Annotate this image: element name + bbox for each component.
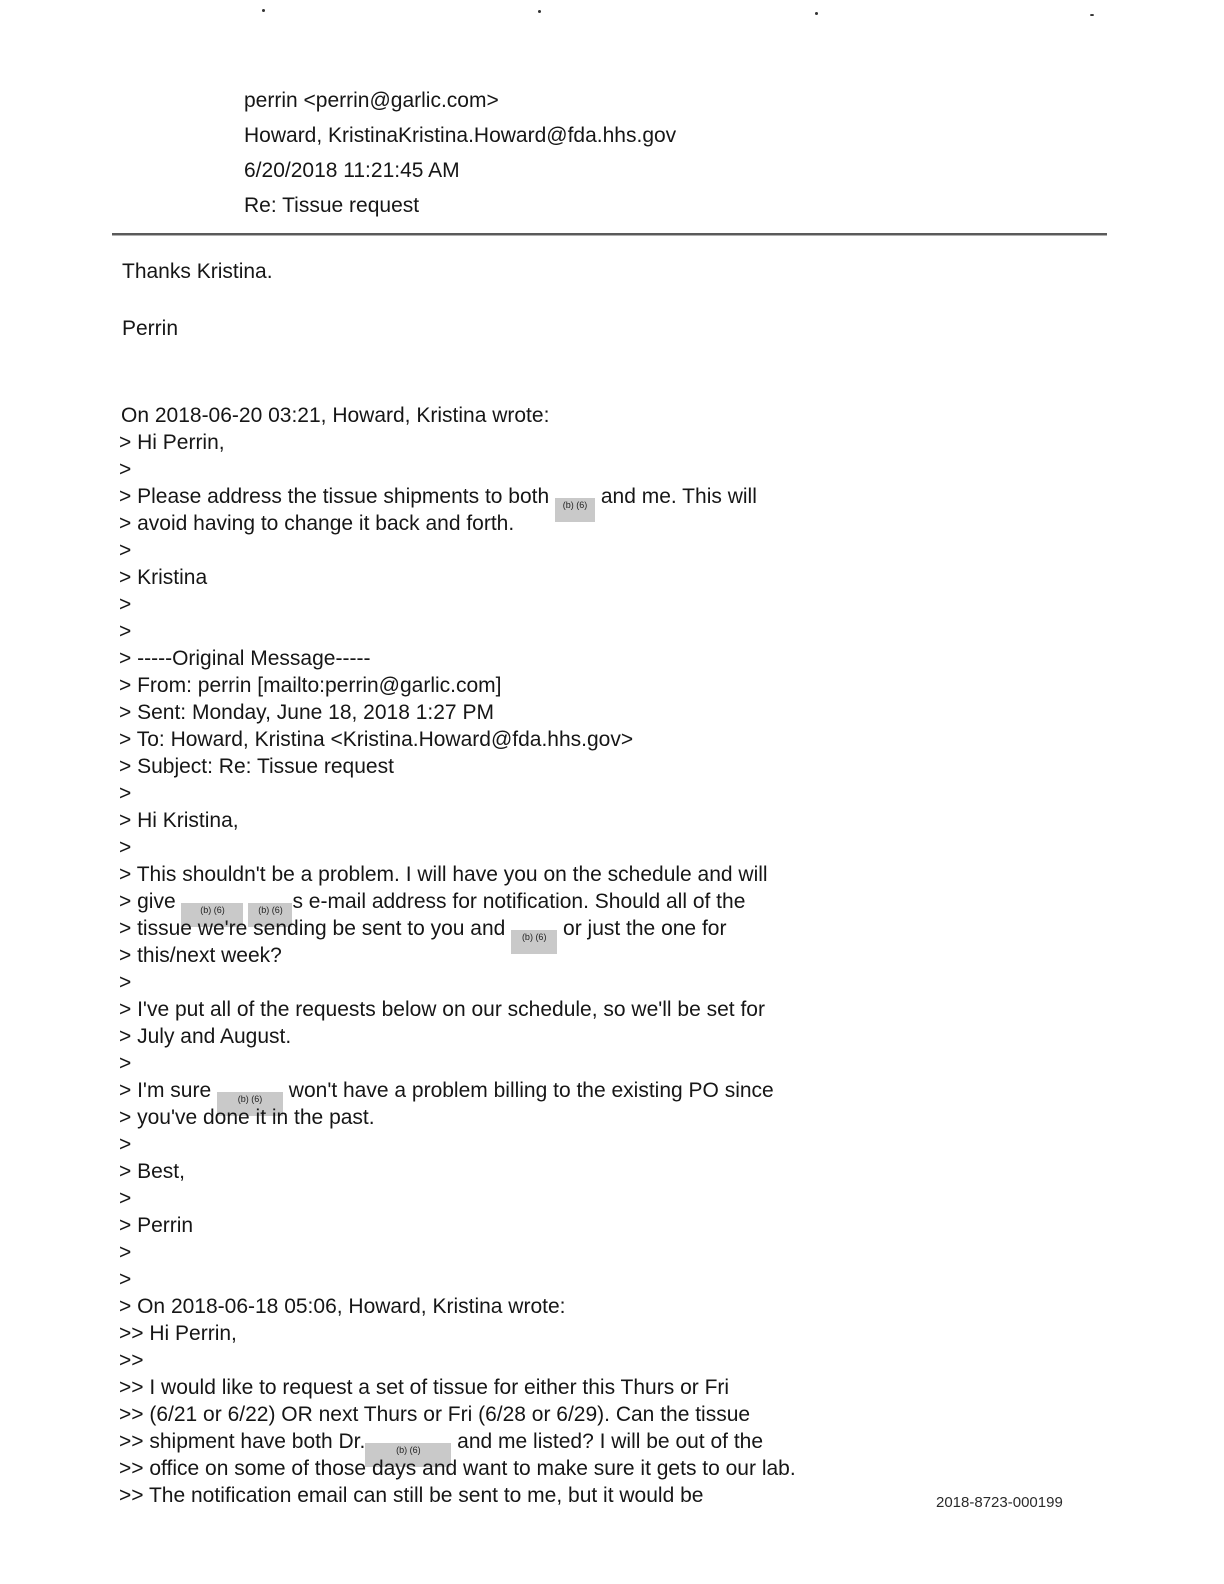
body-line: >	[119, 1187, 132, 1210]
body-line	[119, 915, 726, 942]
body-line: >	[119, 1133, 132, 1156]
body-text-segment: > give	[119, 890, 182, 913]
body-line: > Hi Perrin,	[119, 431, 225, 454]
body-line: >	[119, 593, 132, 616]
body-text-segment: s e-mail address for notification. Should all of the	[292, 890, 746, 913]
body-line: >> The notification email can still be sent to me, but it would be	[119, 1484, 704, 1507]
body-line: Thanks Kristina.	[122, 260, 273, 283]
scan-speck	[1090, 14, 1094, 16]
body-line: > Hi Kristina,	[119, 809, 239, 832]
body-line: > This shouldn't be a problem. I will have you on the schedule and will	[119, 863, 768, 886]
header-divider	[112, 233, 1107, 236]
subject-value: Re: Tissue request	[244, 194, 420, 217]
body-line	[119, 1428, 763, 1455]
body-line: > Best,	[119, 1160, 185, 1183]
body-text-segment: or just the one for	[557, 917, 727, 940]
body-line: > this/next week?	[119, 944, 282, 967]
bates-number: 2018-8723-000199	[936, 1494, 1063, 1511]
body-text-segment: won't have a problem billing to the existing PO since	[282, 1079, 774, 1102]
scan-speck	[538, 10, 541, 13]
body-line: > Perrin	[119, 1214, 194, 1237]
body-line: > To: Howard, Kristina <Kristina.Howard@fda.hhs.gov>	[119, 728, 634, 751]
body-text-segment: > Please address the tissue shipments to both	[119, 485, 556, 508]
body-text-segment: >> shipment have both Dr.	[119, 1430, 366, 1453]
body-line: > -----Original Message-----	[119, 647, 371, 670]
body-line: > July and August.	[119, 1025, 292, 1048]
body-line: >>	[119, 1349, 144, 1372]
redaction-box: (b) (6)	[248, 903, 292, 927]
body-text-segment: and me. This will	[595, 485, 757, 508]
body-line: > avoid having to change it back and forth.	[119, 512, 515, 535]
body-line: >> I would like to request a set of tissue for either this Thurs or Fri	[119, 1376, 730, 1399]
body-line: >	[119, 836, 132, 859]
body-text-segment: and me listed? I will be out of the	[451, 1430, 764, 1453]
body-line: >	[119, 971, 132, 994]
body-line: > I've put all of the requests below on our schedule, so we'll be set for	[119, 998, 765, 1021]
body-line: On 2018-06-20 03:21, Howard, Kristina wrote:	[121, 404, 550, 427]
body-line: >	[119, 1268, 132, 1291]
body-line	[119, 1077, 774, 1104]
scan-speck	[815, 12, 818, 15]
body-line: > From: perrin [mailto:perrin@garlic.com]	[119, 674, 502, 697]
to-value: Howard, KristinaKristina.Howard@fda.hhs.gov	[244, 124, 677, 147]
body-line: >	[119, 539, 132, 562]
body-line: >> Hi Perrin,	[119, 1322, 237, 1345]
redaction-box: (b) (6)	[365, 1443, 451, 1467]
body-line: >> (6/21 or 6/22) OR next Thurs or Fri (6/28 or 6/29). Can the tissue	[119, 1403, 751, 1426]
body-line: > Subject: Re: Tissue request	[119, 755, 394, 778]
body-line	[119, 888, 745, 915]
body-line: Perrin	[122, 317, 179, 340]
date-value: 6/20/2018 11:21:45 AM	[244, 159, 460, 182]
body-line: > On 2018-06-18 05:06, Howard, Kristina wrote:	[119, 1295, 566, 1318]
body-line: >	[119, 458, 132, 481]
redaction-box: (b) (6)	[181, 903, 243, 927]
body-text-segment: > tissue we're sending be sent to you and	[119, 917, 512, 940]
body-line: >	[119, 620, 132, 643]
body-line: >> office on some of those days and want to make sure it gets to our lab.	[119, 1457, 796, 1480]
body-line: > Kristina	[119, 566, 208, 589]
redaction-box: (b) (6)	[511, 930, 557, 954]
body-text-segment: > I'm sure	[119, 1079, 217, 1102]
body-line	[119, 483, 757, 510]
body-line: > Sent: Monday, June 18, 2018 1:27 PM	[119, 701, 494, 724]
body-line: >	[119, 1241, 132, 1264]
body-line: > you've done it in the past.	[119, 1106, 375, 1129]
redaction-box: (b) (6)	[555, 498, 595, 522]
body-line: >	[119, 1052, 132, 1075]
redaction-box: (b) (6)	[217, 1092, 283, 1116]
body-line: >	[119, 782, 132, 805]
from-value: perrin <perrin@garlic.com>	[244, 89, 499, 112]
scan-speck	[262, 9, 265, 12]
